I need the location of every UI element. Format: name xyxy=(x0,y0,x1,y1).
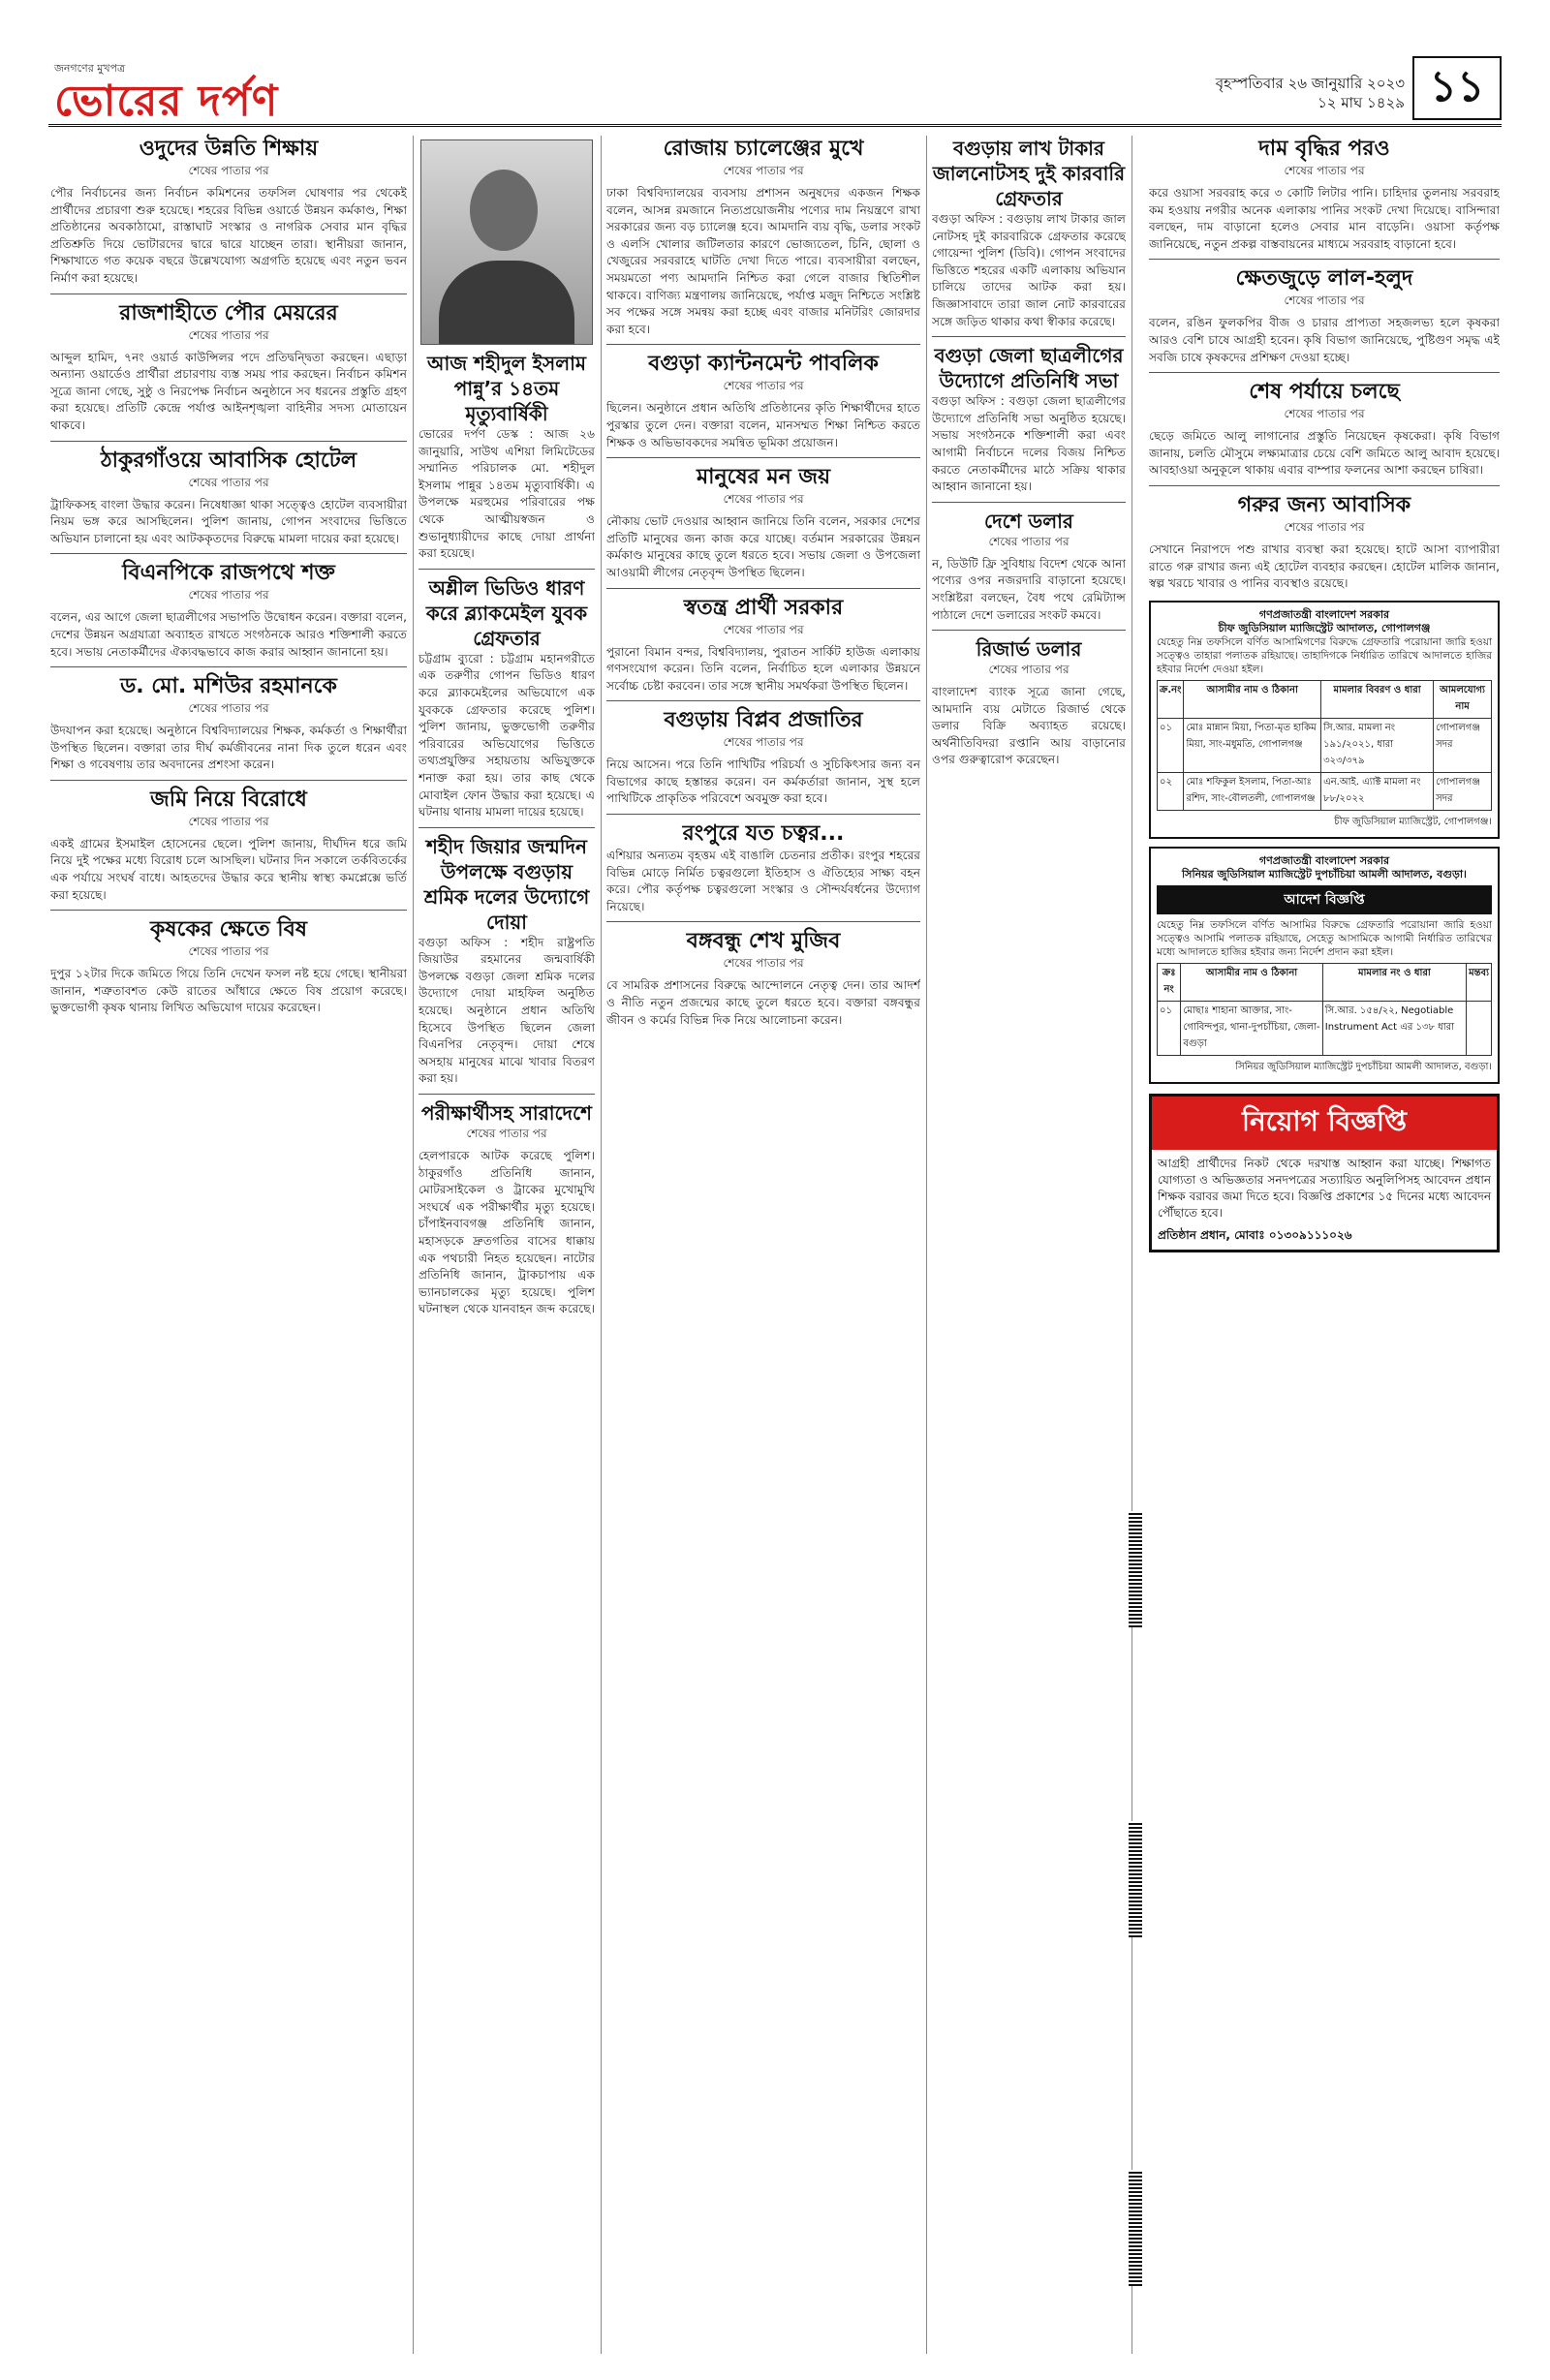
table-row xyxy=(1158,772,1492,810)
table-row xyxy=(1158,1001,1492,1055)
continued-label: শেষের পাতার পর xyxy=(723,379,804,393)
article-cattle-hotel xyxy=(1149,485,1500,593)
article-body: ন, ডিউটি ফ্রি সুবিধায় বিদেশ থেকে আনা পণ্যের ওপর নজরদারি বাড়ানো হয়েছে। সংশ্লিষ্টরা বলছেন, বৈধ পথে রেমিট্যান্স পাঠালে দেশে ডলারের সংকট কমবে। xyxy=(932,556,1126,622)
continued-label: শেষের পাতার পর xyxy=(188,475,269,489)
recruitment-signature: প্রতিষ্ঠান প্রধান, মোবাঃ ০১৩০৯১১১০২৬ xyxy=(1158,1227,1352,1242)
headline: রোজায় চ্যালেঞ্জের মুখে xyxy=(663,137,864,161)
table-row xyxy=(1158,718,1492,772)
article-farmer-poison xyxy=(50,910,407,1017)
headline: শহীদ জিয়ার জন্মদিন উপলক্ষে বগুড়ায় শ্রমিক দলের উদ্যোগে দোয়া xyxy=(423,834,590,934)
table-cell: মোছাঃ শাহানা আক্তার, সাং-গোবিন্দপুর, থানা-দুপচাঁচিয়া, জেলা-বগুড়া xyxy=(1181,1001,1322,1055)
article-body: বগুড়া অফিস : বগুড়া জেলা ছাত্রলীগের উদ্যোগে প্রতিনিধি সভা অনুষ্ঠিত হয়েছে। সভায় সংগঠনকে শক্তিশালী করা এবং আগামী নির্বাচনে দলের বিজয় নিশ্চিত করতে নেতাকর্মীদের মাঠে সক্রিয় থাকার আহ্বান জানানো হয়। xyxy=(932,394,1126,494)
article-endangered-bird xyxy=(606,700,920,808)
article-body: করে ওয়াসা সরবরাহ করে ৩ কোটি লিটার পানি। চাহিদার তুলনায় সরবরাহ কম হওয়ায় নগরীর অনেক এলাকায় পানির সংকট দেখা দিয়েছে। বাসিন্দারা বলছেন, দাম বাড়ানো হলেও সেবার মান বাড়েনি। ওয়াসা কর্তৃপক্ষ জানিয়েছে, নতুন প্রকল্প বাস্তবায়নের মাধ্যমে সরবরাহ বাড়ানো হবে। xyxy=(1149,186,1500,251)
article-body: নৌকায় ভোট দেওয়ার আহ্বান জানিয়ে তিনি বলেন, সরকার দেশের প্রতিটি মানুষের জন্য কাজ করে যাচ্ছে। বর্তমান সরকারের উন্নয়ন কর্মকাণ্ড মানুষের কাছে তুলে ধরতে হবে। সভায় জেলা ও উপজেলা আওয়ামী লীগের নেতৃবৃন্দ উপস্থিত ছিলেন। xyxy=(606,514,920,579)
notice-court: সিনিয়র জুডিসিয়াল ম্যাজিস্ট্রেট দুপচাঁচিয়া আমলী আদালত, বগুড়া। xyxy=(1182,867,1467,881)
recruitment-title: নিয়োগ বিজ্ঞপ্তি xyxy=(1152,1097,1497,1150)
article-fake-notes xyxy=(932,136,1126,330)
continued-label: শেষের পাতার পর xyxy=(1284,164,1365,177)
article-body: বলেন, রঙিন ফুলকপির বীজ ও চারার প্রাপ্যতা সহজলভ্য হলে কৃষকরা আরও বেশি চাষে আগ্রহী হবেন। কৃষি বিভাগ জানিয়েছে, পুষ্টিগুণ সমৃদ্ধ এই সবজি চাষে কৃষকদের প্রশিক্ষণ দেওয়া হচ্ছে। xyxy=(1149,316,1500,364)
headline: বঙ্গবন্ধু শেখ মুজিব xyxy=(686,929,841,954)
notice-government: গণপ্রজাতন্ত্রী বাংলাদেশ সরকার xyxy=(1258,607,1390,621)
article-rajshahi-mayor xyxy=(50,294,407,435)
column-header: আসামীর নাম ও ঠিকানা xyxy=(1181,963,1322,1001)
recruitment-body: আগ্রহী প্রার্থীদের নিকট থেকে দরখাস্ত আহ্বান করা যাচ্ছে। শিক্ষাগত যোগ্যতা ও অভিজ্ঞতার সনদপত্রের সত্যায়িত অনুলিপিসহ আবেদন প্রধান শিক্ষক বরাবর জমা দিতে হবে। বিজ্ঞপ্তি প্রকাশের ১৫ দিনের মধ্যে আবেদন পৌঁছাতে হবে। xyxy=(1158,1156,1491,1220)
article-exam-accident xyxy=(418,1094,595,1318)
notice-court: চীফ জুডিসিয়াল ম্যাজিস্ট্রেট আদালত, গোপালগঞ্জ xyxy=(1218,621,1431,634)
table-cell: মোঃ শফিকুল ইসলাম, পিতা-আঃ রশিদ, সাং-বৌলতলী, গোপালগঞ্জ xyxy=(1184,772,1321,810)
table-cell: গোপালগঞ্জ সদর xyxy=(1434,772,1492,810)
page-number: ১১ xyxy=(1412,56,1502,120)
table-cell: গোপালগঞ্জ সদর xyxy=(1434,718,1492,772)
article-land-dispute xyxy=(50,780,407,904)
continued-label: শেষের পাতার পর xyxy=(988,534,1070,548)
article-dollar xyxy=(932,502,1126,624)
headline: বিএনপিকে রাজপথে শক্ত xyxy=(122,561,335,586)
article-body: বাংলাদেশ ব্যাংক সূত্রে জানা গেছে, আমদানি ব্যয় মেটাতে রিজার্ভ থেকে ডলার বিক্রি অব্যাহত রয়েছে। অর্থনীতিবিদরা রপ্তানি আয় বাড়ানোর ওপর গুরুত্বারোপ করেছেন। xyxy=(932,685,1126,767)
column-header: মন্তব্য xyxy=(1467,963,1492,1001)
print-registration-mark xyxy=(1129,1511,1142,1627)
article-price-hike xyxy=(1149,136,1500,253)
continued-label: শেষের পাতার পর xyxy=(723,956,804,971)
column-divider xyxy=(601,136,602,2354)
article-body: বে সামরিক প্রশাসনের বিরুদ্ধে আন্দোলনে নেতৃত্ব দেন। তার আদর্শ ও নীতি নতুন প্রজন্মের কাছে তুলে ধরতে হবে। বক্তারা বঙ্গবন্ধুর জীবন ও কর্মের বিভিন্ন দিক নিয়ে আলোচনা করেন। xyxy=(606,978,920,1027)
article-body: বগুড়া অফিস : বগুড়ায় লাখ টাকার জাল নোটসহ দুই কারবারিকে গ্রেফতার করেছে গোয়েন্দা পুলিশ (ডিবি)। গোপন সংবাদের ভিত্তিতে শহরের একটি এলাকায় অভিযান চালিয়ে তাদের আটক করা হয়। জিজ্ঞাসাবাদে তারা জাল নোট কারবারের সঙ্গে জড়িত থাকার কথা স্বীকার করেছে। xyxy=(932,212,1126,328)
article-body: ভোরের দর্পণ ডেস্ক : আজ ২৬ জানুয়ারি, সাউথ এশিয়া লিমিটেডের সম্মানিত পরিচালক মো. শহীদুল ইসলাম পান্নুর ১৪তম মৃত্যুবার্ষিকী। এ উপলক্ষে মরহুমের পরিবারের পক্ষ থেকে আত্মীয়স্বজন ও শুভানুধ্যায়ীদের কাছে দোয়া প্রার্থনা করা হয়েছে। xyxy=(418,427,595,561)
continued-label: শেষের পাতার পর xyxy=(188,164,269,177)
headline: গরুর জন্য আবাসিক xyxy=(1237,492,1411,517)
column-5 xyxy=(1149,134,1500,2362)
article-moshiur xyxy=(50,666,407,774)
headline: মানুষের মন জয় xyxy=(696,465,831,490)
masthead-rule xyxy=(48,124,1502,127)
headline: ঠাকুরগাঁওয়ে আবাসিক হোটেল xyxy=(100,448,357,473)
headline: স্বতন্ত্র প্রার্থী সরকার xyxy=(683,595,844,620)
article-body: একই গ্রামের ইসমাইল হোসেনের ছেলে। পুলিশ জানায়, দীর্ঘদিন ধরে জমি নিয়ে দুই পক্ষের মধ্যে বিরোধ চলে আসছিল। ঘটনার দিন সকালে তর্কবিতর্কের এক পর্যায়ে সংঘর্ষ বাধে। আহতদের উদ্ধার করে স্থানীয় স্বাস্থ্য কমপ্লেক্সে ভর্তি করা হয়েছে। xyxy=(50,836,407,902)
column-divider xyxy=(926,136,927,2354)
headline: রিজার্ভ ডলার xyxy=(976,637,1082,662)
portrait-photo xyxy=(420,139,593,345)
article-body: আব্দুল হামিদ, ৭নং ওয়ার্ড কাউন্সিলর পদে প্রতিদ্বন্দ্বিতা করছেন। এছাড়া অন্যান্য ওয়ার্ডেও প্রার্থীরা প্রচারণায় ব্যস্ত সময় পার করছেন। নির্বাচন কমিশন সূত্রে জানা গেছে, সুষ্ঠু ও নিরপেক্ষ নির্বাচন অনুষ্ঠানে সব ধরনের প্রস্তুতি গ্রহণ করা হয়েছে। প্রতিটি কেন্দ্রে পর্যাপ্ত আইনশৃঙ্খলা বাহিনীর সদস্য মোতায়েন থাকবে। xyxy=(50,350,407,432)
memorial-headline: আজ শহীদুল ইসলাম পান্নু’র ১৪তম মৃত্যুবার্ষিকী xyxy=(426,352,587,425)
table-header-row xyxy=(1158,963,1492,1001)
portrait-body xyxy=(439,261,574,344)
column-1 xyxy=(50,134,407,2362)
table-cell: ০১ xyxy=(1158,718,1184,772)
notice-signature: সিনিয়র জুডিসিয়াল ম্যাজিস্ট্রেট দুপচাঁচিয়া আমলী আদালত, বগুড়া। xyxy=(1235,1061,1492,1072)
article-blackmail-arrest xyxy=(418,569,595,821)
article-body: ছেড়ে জমিতে আলু লাগানোর প্রস্তুতি নিয়েছেন কৃষকেরা। কৃষি বিভাগ জানায়, চলতি মৌসুমে লক্ষ্যমাত্রার চেয়ে বেশি জমিতে আলু আবাদ হয়েছে। আবহাওয়া অনুকূলে থাকায় এবার বাম্পার ফলনের আশা করছেন চাষিরা। xyxy=(1149,429,1500,478)
headline: দেশে ডলার xyxy=(984,509,1073,533)
article-body: বলেন, এর আগে জেলা ছাত্রলীগের সভাপতি উদ্বোধন করেন। বক্তারা বলেন, দেশের উন্নয়ন অগ্রযাত্রা অব্যাহত রাখতে সংগঠনকে আরও শক্তিশালী করতে হবে। সভায় নেতাকর্মীদের ঐক্যবদ্ধভাবে কাজ করার আহ্বান জানানো হয়। xyxy=(50,610,407,659)
date-bengali: ১২ মাঘ ১৪২৯ xyxy=(1318,94,1405,111)
headline: শেষ পর্যায়ে চলছে xyxy=(1249,380,1400,405)
continued-label: শেষের পাতার পর xyxy=(188,327,269,342)
continued-label: শেষের পাতার পর xyxy=(188,944,269,959)
headline: বগুড়ায় বিপ্লব প্রজাতির xyxy=(664,708,863,733)
continued-label: শেষের পাতার পর xyxy=(988,663,1070,677)
table-cell: মোঃ মান্নান মিয়া, পিতা-মৃত হাকিম মিয়া, সাং-মধুমতি, গোপালগঞ্জ xyxy=(1184,718,1321,772)
court-notice-gopalganj xyxy=(1149,601,1500,839)
column-header: মামলার বিবরণ ও ধারা xyxy=(1321,680,1434,718)
print-registration-mark xyxy=(1129,1821,1142,1937)
article-body: নিয়ে আসেন। পরে তিনি পাখিটির পরিচর্যা ও সুচিকিৎসার জন্য বন বিভাগের কাছে হস্তান্তর করেন। বন কর্মকর্তারা জানান, সুস্থ হলে পাখিটিকে প্রাকৃতিক পরিবেশে অবমুক্ত করা হবে। xyxy=(606,757,920,806)
column-header: আসামীর নাম ও ঠিকানা xyxy=(1184,680,1321,718)
issue-date xyxy=(1216,74,1405,112)
notice-table xyxy=(1157,963,1492,1056)
article-body: এশিয়ার অন্যতম বৃহত্তম এই বাঙালি চেতনার প্রতীক। রংপুর শহরের বিভিন্ন মোড়ে নির্মিত চত্বরগুলো ইতিহাস ও ঐতিহ্যের সাক্ষ্য বহন করে। পৌর কর্তৃপক্ষ চত্বরগুলো সংস্কার ও সৌন্দর্যবর্ধনের উদ্যোগ নিয়েছে। xyxy=(606,849,920,913)
continued-label: শেষের পাতার পর xyxy=(188,814,269,828)
headline: জমি নিয়ে বিরোধে xyxy=(150,787,307,812)
continued-label: শেষের পাতার পর xyxy=(1284,294,1365,308)
column-header: মামলার নং ও ধারা xyxy=(1322,963,1466,1001)
headline: অশ্লীল ভিডিও ধারণ করে ব্ল্যাকমেইল যুবক গ্রেফতার xyxy=(425,575,588,650)
article-body: উদযাপন করা হয়েছে। অনুষ্ঠানে বিশ্ববিদ্যালয়ের শিক্ষক, কর্মকর্তা ও শিক্ষার্থীরা উপস্থিত ছিলেন। বক্তারা তার দীর্ঘ কর্মজীবনের নানা দিক তুলে ধরেন এবং শিক্ষা ও গবেষণায় তার অবদানের প্রশংসা করেন। xyxy=(50,724,407,772)
continued-label: শেষের পাতার পর xyxy=(1284,407,1365,421)
column-3 xyxy=(606,134,920,2362)
article-bangabandhu xyxy=(606,921,920,1029)
article-thakurgaon-hotel xyxy=(50,441,407,548)
print-registration-mark xyxy=(1129,2170,1142,2286)
article-body: চট্টগ্রাম ব্যুরো : চট্টগ্রাম মহানগরীতে এক তরুণীর গোপন ভিডিও ধারণ করে ব্ল্যাকমেইলের অভিযোগে এক যুবককে গ্রেফতার করেছে পুলিশ। পুলিশ জানায়, ভুক্তভোগী তরুণীর পরিবারের অভিযোগের ভিত্তিতে তথ্যপ্রযুক্তির সহায়তায় অভিযুক্তকে শনাক্ত করা হয়। তার কাছ থেকে মোবাইল ফোন উদ্ধার করা হয়েছে। এ ঘটনায় থানায় মামলা দায়ের হয়েছে। xyxy=(418,651,595,819)
table-cell: ০১ xyxy=(1158,1001,1181,1055)
continued-label: শেষের পাতার পর xyxy=(723,735,804,750)
article-odud xyxy=(50,136,407,288)
headline: পরীক্ষার্থীসহ সারাদেশে xyxy=(421,1101,592,1126)
column-header: ক্রঃ নং xyxy=(1158,963,1181,1001)
article-zia-birthday xyxy=(418,827,595,1088)
article-independent-candidate xyxy=(606,588,920,695)
column-header: আমলযোগ্য নাম xyxy=(1434,680,1492,718)
article-body: সেখানে নিরাপদে পশু রাখার ব্যবস্থা করা হয়েছে। হাটে আসা ব্যাপারীরা রাতে গরু রাখার জন্য এই হোটেল ব্যবহার করছেন। হোটেল মালিক জানান, স্বল্প খরচে খাবার ও পানির ব্যবস্থাও রয়েছে। xyxy=(1149,541,1500,591)
continued-label: শেষের পাতার পর xyxy=(1284,519,1365,534)
article-body: বগুড়া অফিস : শহীদ রাষ্ট্রপতি জিয়াউর রহমানের জন্মবার্ষিকী উপলক্ষে বগুড়া জেলা শ্রমিক দলের উদ্যোগে দোয়া মাহফিল অনুষ্ঠিত হয়েছে। অনুষ্ঠানে প্রধান অতিথি হিসেবে উপস্থিত ছিলেন জেলা বিএনপির নেতৃবৃন্দ। দোয়া শেষে অসহায় মানুষের মাঝে খাবার বিতরণ করা হয়। xyxy=(418,935,595,1086)
notice-body: যেহেতু নিম্ন তফসিলে বর্ণিত আসামিগণের বিরুদ্ধে গ্রেফতারি পরোয়ানা জারি হওয়া সত্ত্বেও তাহারা পলাতক রহিয়াছে। তাহাদিগকে নির্ধারিত তারিখে আদালতে হাজির হইবার নির্দেশ দেওয়া হইল। xyxy=(1157,635,1492,675)
logo-block xyxy=(54,60,278,125)
table-cell: এন.আই. এ্যাক্ট মামলা নং ৮৮/২০২২ xyxy=(1321,772,1434,810)
article-ramadan xyxy=(606,136,920,338)
article-final-stage xyxy=(1149,372,1500,479)
article-body: ট্রাফিকসহ বাংলা উদ্ধার করেন। নিষেধাজ্ঞা থাকা সত্ত্বেও হোটেল ব্যবসায়ীরা নিয়ম ভঙ্গ করে আসছিলেন। পুলিশ জানায়, গোপন সংবাদের ভিত্তিতে অভিযান চালানো হয় এবং আটককৃতদের বিরুদ্ধে মামলা দায়ের করা হয়েছে। xyxy=(50,497,407,545)
article-cantonment xyxy=(606,344,920,451)
headline: রাজশাহীতে পৌর মেয়রের xyxy=(119,300,338,325)
table-cell: ০২ xyxy=(1158,772,1184,810)
headline: ক্ষেতজুড়ে লাল-হলুদ xyxy=(1235,266,1413,292)
continued-label: শেষের পাতার পর xyxy=(188,701,269,716)
table-header-row xyxy=(1158,680,1492,718)
headline: বগুড়া ক্যান্টনমেন্ট পাবলিক xyxy=(648,352,879,377)
headline: কৃষকের ক্ষেতে বিষ xyxy=(150,917,307,943)
continued-label: শেষের পাতার পর xyxy=(723,164,804,177)
continued-label: শেষের পাতার পর xyxy=(723,622,804,636)
continued-label: শেষের পাতার পর xyxy=(723,492,804,507)
table-cell: সি.আর. মামলা নং ১৯১/২০২১, ধারা ৩২৩/৩৭৯ xyxy=(1321,718,1434,772)
notice-title: আদেশ বিজ্ঞপ্তি xyxy=(1157,885,1492,914)
column-divider xyxy=(413,136,414,2354)
article-bnp xyxy=(50,553,407,661)
headline: বগুড়ায় লাখ টাকার জালনোটসহ দুই কারবারি গ্রেফতার xyxy=(932,137,1126,210)
article-reserve xyxy=(932,630,1126,769)
headline: ওদুদের উন্নতি শিক্ষায় xyxy=(139,137,319,161)
headline: দাম বৃদ্ধির পরও xyxy=(1258,137,1390,161)
headline: বগুড়া জেলা ছাত্রলীগের উদ্যোগে প্রতিনিধি সভা xyxy=(934,344,1124,393)
article-body: হেলপারকে আটক করেছে পুলিশ। ঠাকুরগাঁও প্রতিনিধি জানান, মোটরসাইকেল ও ট্রাকের মুখোমুখি সংঘর্ষে এক পরীক্ষার্থীর মৃত্যু হয়েছে। চাঁপাইনবাবগঞ্জ প্রতিনিধি জানান, মহাসড়কে দ্রুতগতির বাসের ধাক্কায় এক পথচারী নিহত হয়েছেন। নাটোর প্রতিনিধি জানান, ট্রাকচাপায় এক ভ্যানচালকের মৃত্যু হয়েছে। পুলিশ ঘটনাস্থল থেকে যানবাহন জব্দ করেছে। xyxy=(418,1149,595,1316)
table-cell xyxy=(1467,1001,1492,1055)
article-body: পৌর নির্বাচনের জন্য নির্বাচন কমিশনের তফসিল ঘোষণার পর থেকেই প্রার্থীদের প্রচারণা শুরু হয়েছে। শহরের বিভিন্ন ওয়ার্ডে উন্নয়ন কর্মকাণ্ড, শিক্ষা প্রতিষ্ঠানের অবকাঠামো, রাস্তাঘাট সংস্কার ও নাগরিক সেবার মান বৃদ্ধির প্রতিশ্রুতি দিয়ে ভোটারদের দ্বারে দ্বারে যাচ্ছেন তারা। স্থানীয়রা জানান, শিক্ষাখাতে গত কয়েক বছরে উল্লেখযোগ্য অগ্রগতি হয়েছে এবং নতুন ভবন নির্মাণ করা হয়েছে। xyxy=(50,186,407,285)
column-4 xyxy=(932,134,1126,2362)
portrait-face xyxy=(470,170,538,251)
article-chhatra-league xyxy=(932,336,1126,496)
headline: ড. মো. মশিউর রহমানকে xyxy=(120,674,337,699)
logo-tagline: জনগণের মুখপত্র xyxy=(54,62,126,75)
continued-label: শেষের পাতার পর xyxy=(466,1127,547,1141)
court-notice-bogura xyxy=(1149,847,1500,1084)
recruitment-ad xyxy=(1149,1094,1500,1252)
date-gregorian: বৃহস্পতিবার ২৬ জানুয়ারি ২০২৩ xyxy=(1215,75,1405,92)
notice-body: যেহেতু নিম্ন তফসিলে বর্ণিত আসামির বিরুদ্ধে গ্রেফতারি পরোয়ানা জারি হওয়া সত্ত্বেও আসামি পলাতক রহিয়াছে, সেহেতু আসামিকে আগামী নির্ধারিত তারিখের মধ্যে আদালতে হাজির হইবার জন্য নির্দেশ প্রদান করা হইল। xyxy=(1157,918,1492,958)
notice-signature: চীফ জুডিসিয়াল ম্যাজিস্ট্রেট, গোপালগঞ্জ। xyxy=(1334,816,1492,827)
notice-table xyxy=(1157,680,1492,811)
headline: রংপুরে যত চত্বর... xyxy=(682,821,845,847)
article-body: পুরানো বিমান বন্দর, বিশ্ববিদ্যালয়, পুরাতন সার্কিট হাউজ এলাকায় গণসংযোগ করেন। তিনি বলেন, নির্বাচিত হলে এলাকার উন্নয়নে সর্বোচ্চ চেষ্টা করবেন। তার সঙ্গে স্থানীয় সমর্থকরা উপস্থিত ছিলেন। xyxy=(606,644,920,693)
article-colorful-field xyxy=(1149,259,1500,366)
article-win-hearts xyxy=(606,457,920,581)
notice-government: গণপ্রজাতন্ত্রী বাংলাদেশ সরকার xyxy=(1258,853,1390,867)
masthead xyxy=(48,56,1502,134)
continued-label: শেষের পাতার পর xyxy=(188,588,269,603)
article-body: দুপুর ১২টার দিকে জমিতে গিয়ে তিনি দেখেন ফসল নষ্ট হয়ে গেছে। স্থানীয়রা জানান, শত্রুতাবশত কেউ রাতের আঁধারে ক্ষেতে বিষ প্রয়োগ করেছে। ভুক্তভোগী কৃষক থানায় লিখিত অভিযোগ দায়ের করেছেন। xyxy=(50,967,407,1015)
newspaper-logo: ভোরের দর্পণ xyxy=(54,77,279,126)
article-rangpur-squares xyxy=(606,814,920,915)
table-cell: সি.আর. ১৫৪/২২, Negotiable Instrument Act এর ১৩৮ ধারা xyxy=(1322,1001,1466,1055)
column-header: ক্র.নং xyxy=(1158,680,1184,718)
article-body: ছিলেন। অনুষ্ঠানে প্রধান অতিথি প্রতিষ্ঠানের কৃতি শিক্ষার্থীদের হাতে পুরস্কার তুলে দেন। বক্তারা বলেন, মানসম্মত শিক্ষা নিশ্চিত করতে শিক্ষক ও অভিভাবকদের সমন্বিত ভূমিকা প্রয়োজন। xyxy=(606,401,920,449)
column-2 xyxy=(418,134,595,2362)
article-body: ঢাকা বিশ্ববিদ্যালয়ের ব্যবসায় প্রশাসন অনুষদের একজন শিক্ষক বলেন, আসন্ন রমজানে নিত্যপ্রয়োজনীয় পণ্যের দাম নিয়ন্ত্রণে রাখা সরকারের জন্য বড় চ্যালেঞ্জ হবে। আমদানি ব্যয় বৃদ্ধি, ডলার সংকট ও এলসি খোলার জটিলতার কারণে ভোজ্যতেল, চিনি, ছোলা ও খেজুরের সরবরাহে ঘাটতি দেখা দিতে পারে। ব্যবসায়ীরা বলছেন, সময়মতো পণ্য আমদানি নিশ্চিত করা গেলে বাজার স্থিতিশীল থাকবে। বাণিজ্য মন্ত্রণালয় জানিয়েছে, পর্যাপ্ত মজুদ নিশ্চিতে সংশ্লিষ্ট সব পক্ষের সঙ্গে সমন্বয় করা হচ্ছে এবং বাজার মনিটরিং জোরদার করা হবে। xyxy=(606,186,920,336)
